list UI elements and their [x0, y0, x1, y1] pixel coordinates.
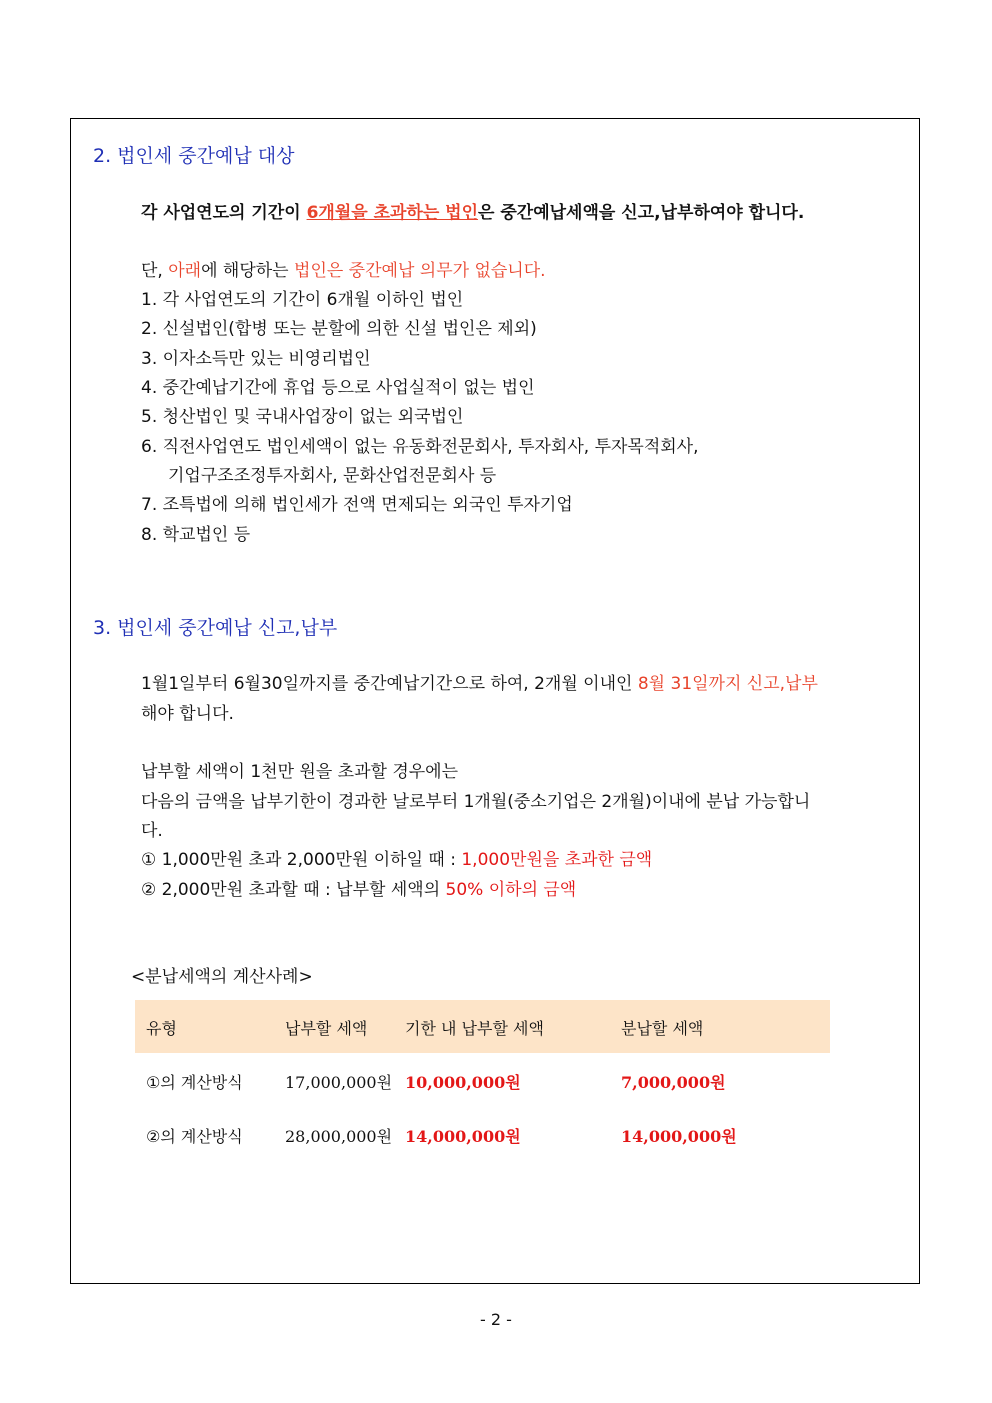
exception-mid: 에 해당하는: [201, 261, 295, 281]
row-1-installment: 7,000,000원: [621, 1073, 726, 1092]
exception-item-7: 7. 조특법에 의해 법인세가 전액 면제되는 외국인 투자기업: [141, 495, 573, 515]
installment-intro-3: 다.: [141, 821, 163, 841]
exception-intro: [141, 257, 546, 286]
header-installment: 분납할 세액: [621, 1019, 704, 1038]
deadline-highlight: 8월 31일까지 신고,납부: [637, 674, 818, 694]
lead-highlight: 6개월을 초과하는 법인: [306, 203, 479, 223]
exception-item-5: 5. 청산법인 및 국내사업장이 없는 외국법인: [141, 407, 464, 427]
header-pay-by-deadline: 기한 내 납부할 세액: [405, 1019, 544, 1038]
exception-highlight-1: 아래: [168, 261, 202, 281]
section-3-para-1: [141, 670, 818, 699]
exception-item-6-cont: 기업구조조정투자회사, 문화산업전문회사 등: [168, 466, 497, 486]
installment-case-2: [141, 876, 576, 905]
exception-pre: 단,: [141, 261, 169, 281]
row-2-installment: 14,000,000원: [621, 1127, 737, 1146]
installment-case-1: [141, 846, 652, 875]
row-1-type: ①의 계산방식: [146, 1073, 243, 1092]
case-1-text: ① 1,000만원 초과 2,000만원 이하일 때 :: [141, 850, 462, 870]
row-2-type: ②의 계산방식: [146, 1127, 243, 1146]
row-1-pay-by-deadline: 10,000,000원: [405, 1073, 521, 1092]
case-2-highlight: 50% 이하의 금액: [445, 880, 577, 900]
header-tax-due: 납부할 세액: [285, 1019, 368, 1038]
section-3-heading: 3. 법인세 중간예납 신고,납부: [93, 617, 338, 639]
installment-intro-2: 다음의 금액을 납부기한이 경과한 날로부터 1개월(중소기업은 2개월)이내에 분납 가능합니: [141, 792, 811, 812]
table-caption: <분납세액의 계산사례>: [131, 967, 313, 987]
section-2-lead: [141, 199, 804, 228]
para-1-text: 1월1일부터 6월30일까지를 중간예납기간으로 하여, 2개월 이내인: [141, 674, 638, 694]
case-2-text: ② 2,000만원 초과할 때 : 납부할 세액의: [141, 880, 446, 900]
page-number: - 2 -: [480, 1310, 512, 1329]
exception-item-4: 4. 중간예납기간에 휴업 등으로 사업실적이 없는 법인: [141, 378, 535, 398]
exception-item-6: 6. 직전사업연도 법인세액이 없는 유동화전문회사, 투자회사, 투자목적회사,: [141, 437, 699, 457]
lead-text-post: 은 중간예납세액을 신고,납부하여야 합니다.: [478, 203, 805, 223]
row-2-tax-due: 28,000,000원: [285, 1127, 393, 1146]
installment-intro-1: 납부할 세액이 1천만 원을 초과할 경우에는: [141, 762, 459, 782]
header-type: 유형: [146, 1019, 177, 1038]
exception-item-3: 3. 이자소득만 있는 비영리법인: [141, 349, 371, 369]
case-1-highlight: 1,000만원을 초과한 금액: [461, 850, 653, 870]
exception-item-1: 1. 각 사업연도의 기간이 6개월 이하인 법인: [141, 290, 464, 310]
row-1-tax-due: 17,000,000원: [285, 1073, 393, 1092]
exception-item-2: 2. 신설법인(합병 또는 분할에 의한 신설 법인은 제외): [141, 319, 537, 339]
exception-highlight-2: 법인은 중간예납 의무가 없습니다.: [294, 261, 546, 281]
lead-text-pre: 각 사업연도의 기간이: [141, 203, 307, 223]
section-2-heading: 2. 법인세 중간예납 대상: [93, 145, 295, 167]
section-3-para-1-cont: 해야 합니다.: [141, 704, 234, 724]
exception-item-8: 8. 학교법인 등: [141, 525, 251, 545]
row-2-pay-by-deadline: 14,000,000원: [405, 1127, 521, 1146]
